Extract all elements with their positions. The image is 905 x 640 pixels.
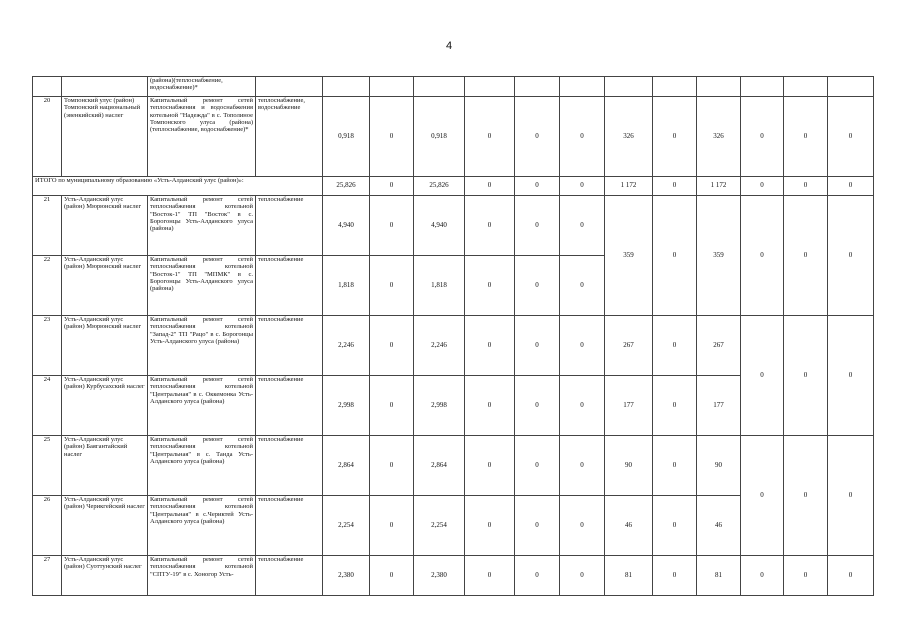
- value-cell: 0: [370, 376, 414, 436]
- value-cell: 0: [515, 316, 560, 376]
- value-cell: 4,940: [323, 196, 370, 256]
- row-number: 22: [33, 256, 62, 316]
- value-cell: 2,380: [414, 556, 465, 596]
- value-cell: 0: [465, 316, 515, 376]
- cell: [33, 77, 62, 97]
- value-cell: 0: [465, 177, 515, 196]
- value-cell: 0: [828, 177, 874, 196]
- value-cell: 0: [515, 256, 560, 316]
- value-cell: 2,998: [323, 376, 370, 436]
- value-cell: 0: [828, 436, 874, 556]
- value-cell: 0: [653, 436, 697, 496]
- value-cell: 0: [515, 436, 560, 496]
- value-cell: 0: [784, 556, 828, 596]
- value-cell: 46: [605, 496, 653, 556]
- value-cell: 0: [828, 196, 874, 316]
- value-cell: 0: [560, 556, 605, 596]
- work-cell: Капитальный ремонт сетей теплоснабжения котельной "Центральная" в с.Чериктей Усть-Алданского улуса (района): [148, 496, 256, 556]
- type-cell: теплоснабжение, водоснабжение: [256, 97, 323, 177]
- table-container: [32, 76, 874, 596]
- type-cell: теплоснабжение: [256, 376, 323, 436]
- value-cell: 0: [370, 556, 414, 596]
- cell: [62, 77, 148, 97]
- value-cell: 0: [741, 316, 784, 436]
- work-cell: Капитальный ремонт сетей теплоснабжения котельной "СПТУ-19" в с. Хоногор Усть-: [148, 556, 256, 596]
- page-number: 4: [446, 40, 453, 52]
- work-cell: Капитальный ремонт сетей теплоснабжения котельной "Восток-1" ТП "МПМК" в с. Борогонцы Усть-Алданского улуса (района): [148, 256, 256, 316]
- value-cell: 0: [560, 316, 605, 376]
- value-cell: 81: [697, 556, 741, 596]
- row-number: 25: [33, 436, 62, 496]
- value-cell: 2,254: [414, 496, 465, 556]
- value-cell: 1,818: [323, 256, 370, 316]
- table-row: [33, 77, 874, 97]
- work-cell: Капитальный ремонт сетей теплоснабжения котельной "Запад-2" ТП "Рацо" в с. Борогонцы Усть-Алданского улуса (района): [148, 316, 256, 376]
- value-cell: 4,940: [414, 196, 465, 256]
- row-number: 21: [33, 196, 62, 256]
- value-cell: 2,998: [414, 376, 465, 436]
- value-cell: 0: [465, 196, 515, 256]
- value-cell: 0: [465, 376, 515, 436]
- total-row: [33, 177, 874, 196]
- row-number: 26: [33, 496, 62, 556]
- entity-cell: Усть-Алданский улус (район) Мюрюнский наслег: [62, 316, 148, 376]
- value-cell: 0: [784, 316, 828, 436]
- value-cell: 1 172: [605, 177, 653, 196]
- cell: [256, 77, 323, 97]
- value-cell: 0: [465, 97, 515, 177]
- value-cell: 25,826: [323, 177, 370, 196]
- table-row: [33, 556, 874, 596]
- value-cell: 0: [560, 496, 605, 556]
- value-cell: 0: [828, 556, 874, 596]
- value-cell: 0: [784, 436, 828, 556]
- work-cell: Капитальный ремонт сетей теплоснабжения и водоснабжения котельной "Надежда" в с. Тополиное Томпонского улуса (района) (теплоснабжение, водоснабжение)*: [148, 97, 256, 177]
- value-cell: 0,918: [323, 97, 370, 177]
- type-cell: теплоснабжение: [256, 496, 323, 556]
- row-number: 27: [33, 556, 62, 596]
- value-cell: 0: [653, 376, 697, 436]
- value-cell: 267: [605, 316, 653, 376]
- value-cell: 0: [370, 97, 414, 177]
- value-cell: 0: [465, 556, 515, 596]
- table-row: [33, 196, 874, 256]
- value-cell: 0: [465, 496, 515, 556]
- value-cell: 0: [515, 376, 560, 436]
- value-cell: 0: [653, 496, 697, 556]
- value-cell: 0: [370, 196, 414, 256]
- entity-cell: Усть-Алданский улус (район) Черикгейский наслег: [62, 496, 148, 556]
- value-cell: 0: [515, 196, 560, 256]
- value-cell: 0: [653, 97, 697, 177]
- value-cell: 0: [370, 496, 414, 556]
- value-cell: 0: [465, 256, 515, 316]
- value-cell: 0: [653, 196, 697, 316]
- value-cell: 90: [697, 436, 741, 496]
- value-cell: 0: [515, 177, 560, 196]
- work-cell: Капитальный ремонт сетей теплоснабжения котельной "Центральная" в с. Танда Усть-Алданского улуса (района): [148, 436, 256, 496]
- value-cell: 0: [515, 496, 560, 556]
- work-cell: Капитальный ремонт сетей теплоснабжения котельной "Восток-1" ТП "Восток" в с. Борогонцы Усть-Алданского улуса (района): [148, 196, 256, 256]
- value-cell: 0: [370, 436, 414, 496]
- work-cell: (района)(теплоснабжение, водоснабжение)*: [148, 77, 256, 97]
- value-cell: 2,246: [414, 316, 465, 376]
- value-cell: 267: [697, 316, 741, 376]
- table-row: [33, 316, 874, 376]
- value-cell: 0: [741, 436, 784, 556]
- value-cell: 1 172: [697, 177, 741, 196]
- value-cell: 0: [828, 316, 874, 436]
- value-cell: 0: [784, 97, 828, 177]
- entity-cell: Усть-Алданский улус (район) Курбусахский наслег: [62, 376, 148, 436]
- entity-cell: Томпонский улус (район) Томпонский национальный (эвенкийский) наслег: [62, 97, 148, 177]
- type-cell: теплоснабжение: [256, 196, 323, 256]
- value-cell: 25,826: [414, 177, 465, 196]
- value-cell: 0: [370, 316, 414, 376]
- row-number: 24: [33, 376, 62, 436]
- value-cell: 326: [697, 97, 741, 177]
- value-cell: 0: [784, 196, 828, 316]
- value-cell: 0: [560, 376, 605, 436]
- value-cell: 0,918: [414, 97, 465, 177]
- value-cell: 2,864: [414, 436, 465, 496]
- value-cell: 0: [653, 316, 697, 376]
- value-cell: 0: [828, 97, 874, 177]
- total-label: ИТОГО по муниципальному образованию «Усть-Алданский улус (район)»:: [33, 177, 323, 196]
- value-cell: 0: [741, 97, 784, 177]
- value-cell: 0: [653, 177, 697, 196]
- value-cell: 177: [605, 376, 653, 436]
- value-cell: 0: [741, 177, 784, 196]
- value-cell: 0: [370, 177, 414, 196]
- value-cell: 0: [370, 256, 414, 316]
- value-cell: 0: [560, 97, 605, 177]
- entity-cell: Усть-Алданский улус (район) Мюрюнский наслег: [62, 196, 148, 256]
- value-cell: 0: [465, 436, 515, 496]
- entity-cell: Усть-Алданский улус (район) Мюрюнский наслег: [62, 256, 148, 316]
- value-cell: 46: [697, 496, 741, 556]
- value-cell: 0: [560, 256, 605, 316]
- value-cell: 2,254: [323, 496, 370, 556]
- data-table: [32, 76, 874, 596]
- value-cell: 0: [560, 436, 605, 496]
- value-cell: 0: [560, 177, 605, 196]
- value-cell: 0: [515, 97, 560, 177]
- value-cell: 0: [741, 196, 784, 316]
- type-cell: теплоснабжение: [256, 256, 323, 316]
- value-cell: 0: [741, 556, 784, 596]
- type-cell: теплоснабжение: [256, 436, 323, 496]
- table-row: [33, 436, 874, 496]
- entity-cell: Усть-Алданский улус (район) Суоттунский наслег: [62, 556, 148, 596]
- value-cell: 177: [697, 376, 741, 436]
- value-cell: 326: [605, 97, 653, 177]
- value-cell: 90: [605, 436, 653, 496]
- value-cell: 359: [697, 196, 741, 316]
- row-number: 23: [33, 316, 62, 376]
- type-cell: теплоснабжение: [256, 316, 323, 376]
- value-cell: 81: [605, 556, 653, 596]
- value-cell: 2,246: [323, 316, 370, 376]
- value-cell: 2,864: [323, 436, 370, 496]
- type-cell: теплоснабжение: [256, 556, 323, 596]
- value-cell: 359: [605, 196, 653, 316]
- value-cell: 2,380: [323, 556, 370, 596]
- value-cell: 0: [560, 196, 605, 256]
- entity-cell: Усть-Алданский улус (район) Баягантайский наслег: [62, 436, 148, 496]
- row-number: 20: [33, 97, 62, 177]
- table-row: [33, 97, 874, 177]
- value-cell: 0: [515, 556, 560, 596]
- value-cell: 1,818: [414, 256, 465, 316]
- value-cell: 0: [784, 177, 828, 196]
- value-cell: 0: [653, 556, 697, 596]
- work-cell: Капитальный ремонт сетей теплоснабжения котельной "Центральная" в с. Оккемонка Усть-Алданского улуса (района): [148, 376, 256, 436]
